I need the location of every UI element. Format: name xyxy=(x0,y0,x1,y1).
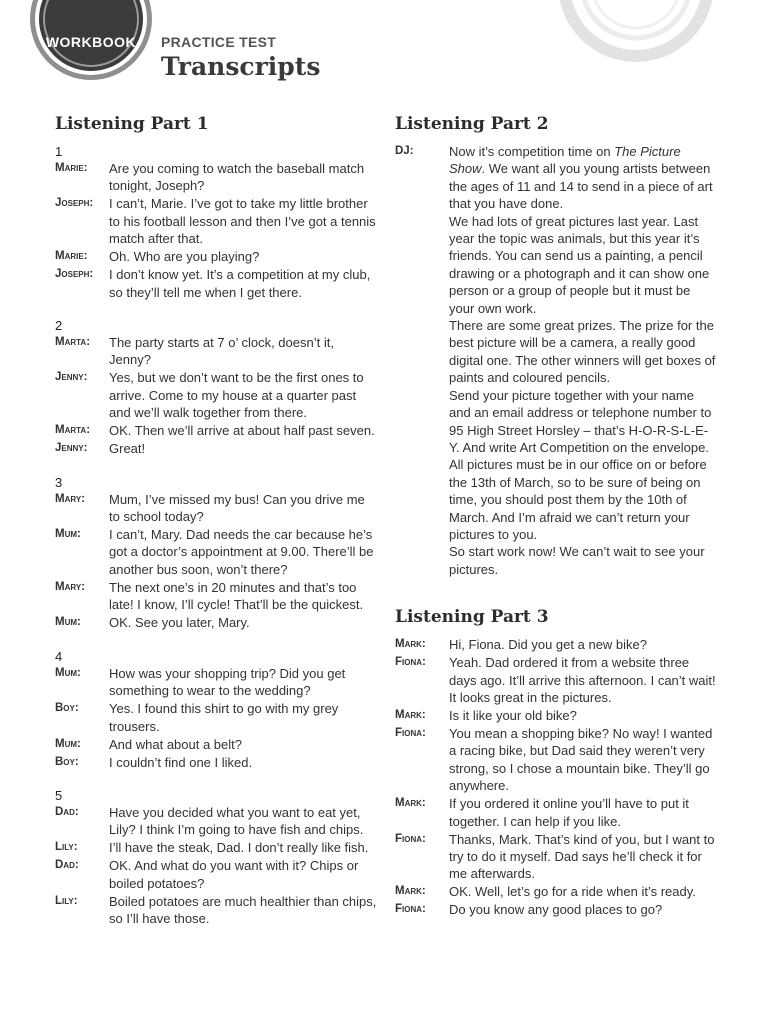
text-run: . We want all you young artists between the ages of 11 and 14 to send in a piece of art that you have done. xyxy=(449,161,713,212)
speaker: Mark: xyxy=(395,708,426,721)
line-text: You mean a shopping bike? No way! I wanted a racing bike, but Dad said they weren’t very strong, so I chose a mountain bike. They’ll go anywhere. xyxy=(449,725,713,794)
show-title: The Picture Show xyxy=(449,144,681,177)
part-2-heading: Listening Part 2 xyxy=(395,114,549,134)
speaker: Mark: xyxy=(395,885,426,898)
dialogue-line xyxy=(55,700,377,735)
speaker: Marie: xyxy=(55,250,88,263)
text-run: Now it’s competition time on xyxy=(449,144,615,159)
line-text: OK. See you later, Mary. xyxy=(109,615,250,631)
line-text: If you ordered it online you’ll have to put it together. I can help if you like. xyxy=(449,796,689,829)
part-3-dialogue xyxy=(395,636,717,919)
speaker: Marie: xyxy=(55,162,88,174)
line-text: Do you know any good places to go? xyxy=(449,902,663,918)
dialogue-line xyxy=(395,636,717,653)
dialogue-number: 1 xyxy=(55,144,63,159)
line-text: Thanks, Mark. That’s kind of you, but I want to try to do it myself. Dad says he’ll check it for me afterwards. xyxy=(449,831,715,882)
paragraph: Send your picture together with your name and an email address or telephone number to 95 High Street Horsley – that’s H-O-R-S-L-E-Y. And write Art Competition on the envelope. xyxy=(449,387,712,455)
speaker: Dad: xyxy=(55,859,79,872)
speaker: Boy: xyxy=(55,755,79,768)
right-column xyxy=(395,113,717,919)
speaker: Mary: xyxy=(55,580,86,593)
paragraph: We had lots of great pictures last year. Last year the topic was animals, but this year it’s friends. You can send us a painting, a pencil drawing or a photograph and it can show one person or a group of people but it must be your own work. xyxy=(449,213,710,316)
dialogue-line xyxy=(55,440,377,457)
dialogue-line xyxy=(55,579,377,614)
dialogue-line xyxy=(395,725,717,795)
dialogue-line xyxy=(55,248,377,265)
part-2-monologue xyxy=(395,143,717,578)
line-text: I don’t know yet. It’s a competition at my club, so they’ll tell me when I get there. xyxy=(109,267,371,300)
dialogue-1 xyxy=(55,143,377,301)
speaker: Lily: xyxy=(55,841,78,854)
dialogue-number: 5 xyxy=(55,787,63,803)
dialogue-line xyxy=(55,839,377,856)
line-text: How was your shopping trip? Did you get something to wear to the wedding? xyxy=(109,665,346,699)
dialogue-line xyxy=(55,857,377,892)
speaker: Joseph: xyxy=(55,268,94,281)
line-text: Hi, Fiona. Did you get a new bike? xyxy=(449,637,647,653)
dialogue-line xyxy=(55,614,377,631)
line-text: Great! xyxy=(109,441,146,457)
dialogue-number: 2 xyxy=(55,318,63,334)
speaker: DJ: xyxy=(395,145,414,157)
dialogue-line xyxy=(55,804,377,839)
line-text: I can’t, Mary. Dad needs the car because he’s got a doctor’s appointment at 9.00. There’ll be another bus soon, won’t there? xyxy=(109,527,374,577)
dialogue-line xyxy=(55,266,377,301)
speaker: Mark: xyxy=(395,638,426,651)
line-text: Boiled potatoes are much healthier than chips, so I’ll have those. xyxy=(109,893,377,927)
dialogue-line xyxy=(395,707,717,724)
line-text: Mum, I’ve missed my bus! Can you drive me to school today? xyxy=(109,491,365,525)
line-text: I can’t, Marie. I’ve got to take my little brother to his football lesson and then I’ve got a tennis match after that. xyxy=(109,196,376,247)
dialogue-line xyxy=(55,491,377,526)
dialogue-4 xyxy=(55,648,377,771)
speaker: Mary: xyxy=(55,492,86,505)
part-3-heading: Listening Part 3 xyxy=(395,607,549,628)
speaker: Lily: xyxy=(55,894,78,907)
paragraph: There are some great prizes. The prize for the best picture will be a camera, a really good digital one. The other winners will get boxes of paints and coloured pencils. xyxy=(449,318,716,386)
speaker: Marta: xyxy=(55,424,91,437)
speaker: Mum: xyxy=(55,616,81,629)
dialogue-3 xyxy=(55,474,377,632)
speaker: Mum: xyxy=(55,666,81,679)
dialogue-line xyxy=(55,893,377,928)
line-text: The next one’s in 20 minutes and that’s too late! I know, I’ll cycle! That’ll be the quickest. xyxy=(109,579,364,613)
line-text: Yeah. Dad ordered it from a website three days ago. It’ll arrive this afternoon. I can’t wait! It looks great in the pictures. xyxy=(449,655,716,705)
paragraph: All pictures must be in our office on or before the 13th of March, so to be sure of being on time, you should post them by the 10th of March. And I’m afraid we can’t return your pictures to you. xyxy=(449,457,707,542)
speaker: Fiona: xyxy=(395,726,426,739)
line-text: Oh. Who are you playing? xyxy=(109,249,260,265)
dialogue-number: 4 xyxy=(55,648,63,664)
speaker: Dad: xyxy=(55,805,79,818)
listening-part-1 xyxy=(55,113,377,944)
line-text: I’ll have the steak, Dad. I don’t really like fish. xyxy=(109,840,369,856)
dialogue-line xyxy=(55,422,377,439)
line-text: Are you coming to watch the baseball match tonight, Joseph? xyxy=(109,161,365,194)
part-1-heading: Listening Part 1 xyxy=(55,114,209,134)
dialogue-line xyxy=(395,795,717,830)
line-text: The party starts at 7 o’ clock, doesn’t it, Jenny? xyxy=(109,335,334,368)
line-text: And what about a belt? xyxy=(109,736,242,752)
dialogue-line xyxy=(55,736,377,753)
line-text: OK. Well, let’s go for a ride when it’s ready. xyxy=(449,884,696,900)
dialogue-number: 3 xyxy=(55,474,63,490)
dialogue-5 xyxy=(55,787,377,928)
speaker: Fiona: xyxy=(395,656,426,669)
speaker: Fiona: xyxy=(395,832,426,845)
speaker: Joseph: xyxy=(55,197,94,210)
speaker: Jenny: xyxy=(55,442,88,455)
monologue-text xyxy=(449,143,717,578)
dialogue-line xyxy=(55,665,377,700)
dialogue-line xyxy=(55,195,377,247)
dialogue-line xyxy=(55,369,377,421)
page-title: Transcripts xyxy=(161,52,321,81)
line-text: OK. And what do you want with it? Chips or boiled potatoes? xyxy=(109,858,359,891)
speaker: Jenny: xyxy=(55,371,88,384)
dialogue-2 xyxy=(55,317,377,458)
dialogue-line xyxy=(55,160,377,195)
dialogue-line xyxy=(55,526,377,578)
dialogue-line xyxy=(55,754,377,771)
speaker: Marta: xyxy=(55,336,91,349)
paragraph: So start work now! We can’t wait to see your pictures. xyxy=(449,544,705,577)
dialogue-line xyxy=(395,883,717,900)
line-text: OK. Then we’ll arrive at about half past seven. xyxy=(109,423,375,439)
logo-text: WORKBOOK xyxy=(45,34,137,50)
line-text: Yes, but we don’t want to be the first ones to arrive. Come to my house at a quarter past and we’ll walk together from there. xyxy=(109,370,364,421)
line-text: I couldn’t find one I liked. xyxy=(109,754,253,770)
dialogue-line xyxy=(395,654,717,706)
speaker: Fiona: xyxy=(395,903,426,916)
speaker: Mark: xyxy=(395,797,426,810)
dialogue-line xyxy=(395,831,717,883)
paragraph xyxy=(449,143,717,213)
workbook-logo xyxy=(30,0,152,80)
speaker: Mum: xyxy=(55,528,81,541)
line-text: Is it like your old bike? xyxy=(449,707,577,723)
line-text: Have you decided what you want to eat yet, Lily? I think I’m going to have fish and chips. xyxy=(109,804,364,838)
speaker: Boy: xyxy=(55,702,79,715)
dialogue-line xyxy=(395,901,717,918)
line-text: Yes. I found this shirt to go with my grey trousers. xyxy=(109,701,339,734)
decorative-rings xyxy=(556,0,716,64)
practice-test-label: PRACTICE TEST xyxy=(161,34,277,50)
dialogue-line xyxy=(55,334,377,369)
speaker: Mum: xyxy=(55,737,81,750)
